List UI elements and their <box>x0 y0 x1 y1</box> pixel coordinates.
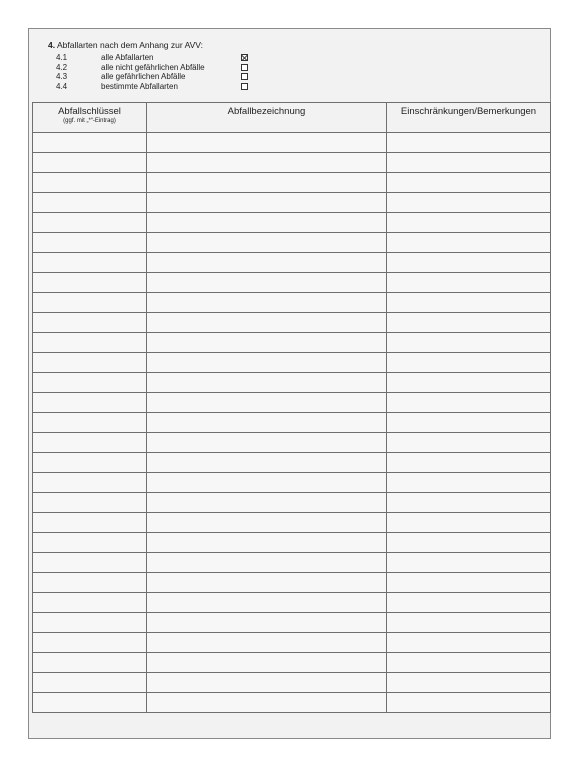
abfallschluessel-cell[interactable] <box>33 593 147 613</box>
header-sublabel: (ggf. mit „*“-Eintrag) <box>63 118 116 124</box>
table-row <box>33 293 551 313</box>
table-row <box>33 333 551 353</box>
bemerkungen-cell[interactable] <box>387 513 551 533</box>
option-number: 4.3 <box>56 72 68 81</box>
abfallschluessel-cell[interactable] <box>33 213 147 233</box>
option-number: 4.2 <box>56 62 68 72</box>
bemerkungen-cell[interactable] <box>387 553 551 573</box>
table-row <box>33 393 551 413</box>
bemerkungen-cell[interactable] <box>387 473 551 493</box>
bemerkungen-cell[interactable] <box>387 413 551 433</box>
section-heading <box>48 40 203 50</box>
abfallschluessel-cell[interactable] <box>33 533 147 553</box>
table-row <box>33 133 551 153</box>
abfallschluessel-cell[interactable] <box>33 693 147 713</box>
table-row <box>33 573 551 593</box>
abfallschluessel-cell[interactable] <box>33 373 147 393</box>
waste-type-options <box>56 53 248 91</box>
bemerkungen-cell[interactable] <box>387 633 551 653</box>
table-row <box>33 233 551 253</box>
abfallschluessel-cell[interactable] <box>33 453 147 473</box>
abfallbezeichnung-cell[interactable] <box>147 693 387 713</box>
bemerkungen-cell[interactable] <box>387 233 551 253</box>
option-4-1 <box>56 53 248 63</box>
abfallbezeichnung-cell[interactable] <box>147 593 387 613</box>
abfallschluessel-cell[interactable] <box>33 413 147 433</box>
abfallbezeichnung-cell[interactable] <box>147 433 387 453</box>
table-header-row <box>33 103 551 133</box>
abfallschluessel-cell[interactable] <box>33 293 147 313</box>
table-row <box>33 473 551 493</box>
table-row <box>33 653 551 673</box>
bemerkungen-cell[interactable] <box>387 333 551 353</box>
waste-table <box>32 102 551 713</box>
abfallbezeichnung-cell[interactable] <box>147 173 387 193</box>
abfallschluessel-cell[interactable] <box>33 153 147 173</box>
abfallbezeichnung-cell[interactable] <box>147 313 387 333</box>
table-row <box>33 193 551 213</box>
abfallschluessel-cell[interactable] <box>33 233 147 253</box>
bemerkungen-cell[interactable] <box>387 653 551 673</box>
bemerkungen-cell[interactable] <box>387 693 551 713</box>
bemerkungen-cell[interactable] <box>387 173 551 193</box>
abfallbezeichnung-cell[interactable] <box>147 533 387 553</box>
table-row <box>33 533 551 553</box>
abfallbezeichnung-cell[interactable] <box>147 253 387 273</box>
section-title: Abfallarten nach dem Anhang zur AVV: <box>57 40 204 50</box>
table-row <box>33 373 551 393</box>
abfallschluessel-cell[interactable] <box>33 653 147 673</box>
table-row <box>33 613 551 633</box>
bemerkungen-cell[interactable] <box>387 293 551 313</box>
abfallschluessel-cell[interactable] <box>33 173 147 193</box>
table-row <box>33 673 551 693</box>
abfallbezeichnung-cell[interactable] <box>147 573 387 593</box>
abfallschluessel-cell[interactable] <box>33 133 147 153</box>
table-row <box>33 153 551 173</box>
abfallschluessel-cell[interactable] <box>33 193 147 213</box>
abfallschluessel-cell[interactable] <box>33 333 147 353</box>
table-row <box>33 593 551 613</box>
bemerkungen-cell[interactable] <box>387 193 551 213</box>
abfallschluessel-cell[interactable] <box>33 433 147 453</box>
bemerkungen-cell[interactable] <box>387 213 551 233</box>
table-row <box>33 693 551 713</box>
option-label: alle gefährlichen Abfälle <box>101 72 186 81</box>
option-4-3 <box>56 72 248 82</box>
abfallbezeichnung-cell[interactable] <box>147 393 387 413</box>
abfallschluessel-cell[interactable] <box>33 393 147 413</box>
abfallschluessel-cell[interactable] <box>33 353 147 373</box>
table-body <box>33 133 551 713</box>
bemerkungen-cell[interactable] <box>387 393 551 413</box>
abfallschluessel-cell[interactable] <box>33 633 147 653</box>
bemerkungen-cell[interactable] <box>387 453 551 473</box>
bemerkungen-cell[interactable] <box>387 433 551 453</box>
header-abfallbezeichnung: Abfallbezeichnung <box>147 103 387 133</box>
abfallschluessel-cell[interactable] <box>33 313 147 333</box>
table-row <box>33 413 551 433</box>
abfallbezeichnung-cell[interactable] <box>147 133 387 153</box>
table-row <box>33 213 551 233</box>
abfallbezeichnung-cell[interactable] <box>147 633 387 653</box>
option-checkbox[interactable] <box>241 64 248 71</box>
bemerkungen-cell[interactable] <box>387 533 551 553</box>
abfallbezeichnung-cell[interactable] <box>147 553 387 573</box>
abfallschluessel-cell[interactable] <box>33 613 147 633</box>
bemerkungen-cell[interactable] <box>387 613 551 633</box>
abfallbezeichnung-cell[interactable] <box>147 353 387 373</box>
bemerkungen-cell[interactable] <box>387 373 551 393</box>
bemerkungen-cell[interactable] <box>387 253 551 273</box>
abfallbezeichnung-cell[interactable] <box>147 153 387 173</box>
abfallbezeichnung-cell[interactable] <box>147 233 387 253</box>
table-row <box>33 433 551 453</box>
abfallschluessel-cell[interactable] <box>33 673 147 693</box>
abfallbezeichnung-cell[interactable] <box>147 493 387 513</box>
abfallschluessel-cell[interactable] <box>33 513 147 533</box>
header-bemerkungen: Einschränkungen/Bemerkungen <box>387 103 551 133</box>
table-row <box>33 493 551 513</box>
table-row <box>33 353 551 373</box>
abfallbezeichnung-cell[interactable] <box>147 473 387 493</box>
abfallbezeichnung-cell[interactable] <box>147 213 387 233</box>
option-label: bestimmte Abfallarten <box>101 81 178 91</box>
abfallschluessel-cell[interactable] <box>33 273 147 293</box>
option-number: 4.4 <box>56 81 68 91</box>
option-4-2 <box>56 63 248 73</box>
abfallschluessel-cell[interactable] <box>33 553 147 573</box>
bemerkungen-cell[interactable] <box>387 353 551 373</box>
option-checkbox[interactable] <box>241 73 248 80</box>
header-label: Abfallschlüssel <box>58 106 121 117</box>
header-abfallschluessel <box>33 103 147 133</box>
option-4-4 <box>56 82 248 92</box>
table-row <box>33 173 551 193</box>
bemerkungen-cell[interactable] <box>387 593 551 613</box>
table-row <box>33 633 551 653</box>
abfallschluessel-cell[interactable] <box>33 473 147 493</box>
abfallschluessel-cell[interactable] <box>33 573 147 593</box>
bemerkungen-cell[interactable] <box>387 673 551 693</box>
abfallbezeichnung-cell[interactable] <box>147 673 387 693</box>
abfallschluessel-cell[interactable] <box>33 253 147 273</box>
abfallbezeichnung-cell[interactable] <box>147 373 387 393</box>
abfallbezeichnung-cell[interactable] <box>147 513 387 533</box>
abfallbezeichnung-cell[interactable] <box>147 613 387 633</box>
table-row <box>33 313 551 333</box>
abfallbezeichnung-cell[interactable] <box>147 453 387 473</box>
option-number: 4.1 <box>56 53 68 62</box>
abfallbezeichnung-cell[interactable] <box>147 333 387 353</box>
bemerkungen-cell[interactable] <box>387 493 551 513</box>
option-checkbox[interactable] <box>241 83 248 90</box>
abfallschluessel-cell[interactable] <box>33 493 147 513</box>
abfallbezeichnung-cell[interactable] <box>147 413 387 433</box>
bemerkungen-cell[interactable] <box>387 573 551 593</box>
bemerkungen-cell[interactable] <box>387 273 551 293</box>
bemerkungen-cell[interactable] <box>387 313 551 333</box>
abfallbezeichnung-cell[interactable] <box>147 193 387 213</box>
abfallbezeichnung-cell[interactable] <box>147 653 387 673</box>
section-number: 4. <box>48 40 56 50</box>
option-checkbox[interactable] <box>241 54 248 61</box>
table-row <box>33 253 551 273</box>
bemerkungen-cell[interactable] <box>387 133 551 153</box>
table-row <box>33 513 551 533</box>
abfallbezeichnung-cell[interactable] <box>147 293 387 313</box>
option-label: alle Abfallarten <box>101 53 154 62</box>
bemerkungen-cell[interactable] <box>387 153 551 173</box>
table-row <box>33 273 551 293</box>
table-row <box>33 553 551 573</box>
table-row <box>33 453 551 473</box>
abfallbezeichnung-cell[interactable] <box>147 273 387 293</box>
option-label: alle nicht gefährlichen Abfälle <box>101 62 205 72</box>
